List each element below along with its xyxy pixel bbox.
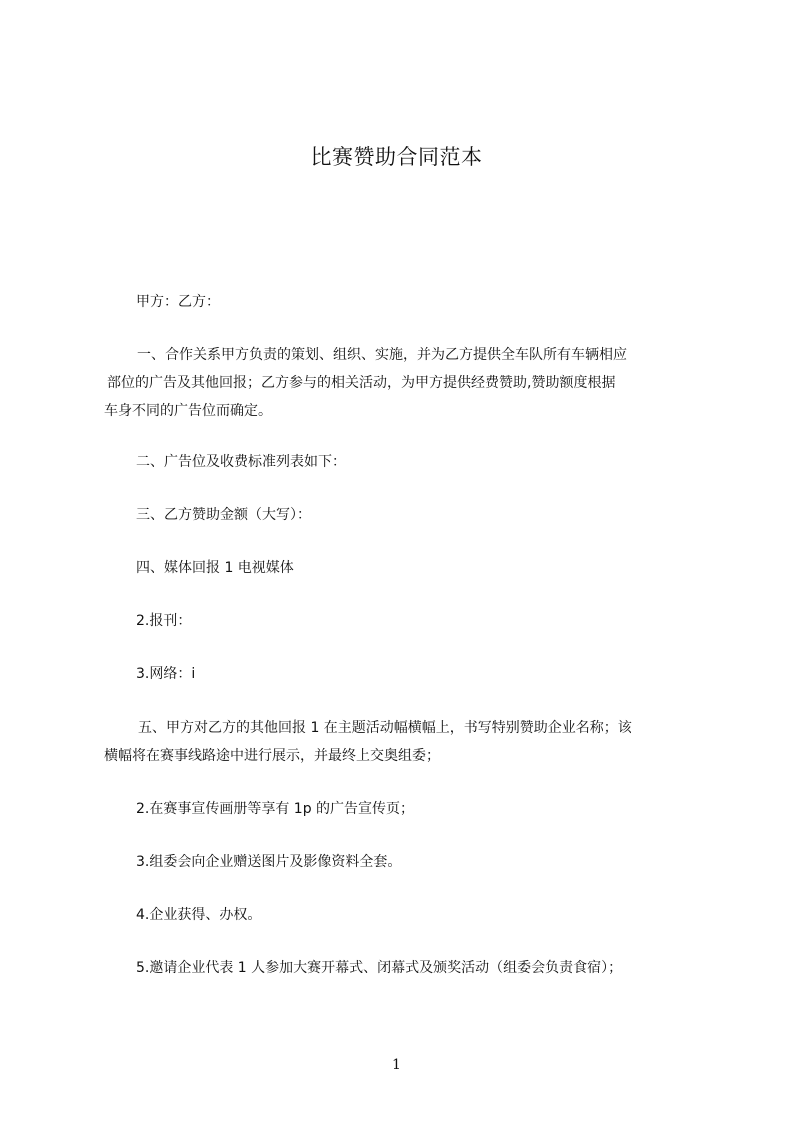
- document-title: 比赛赞助合同范本: [310, 145, 483, 169]
- clause-5-line-2: 横幅将在赛事线路途中进行展示，并最终上交奥组委；: [104, 748, 440, 764]
- clause-5-item-4: 4.企业获得、办权。: [136, 907, 262, 923]
- clause-5-item-2: 2.在赛事宣传画册等享有 1p 的广告宣传页；: [136, 801, 415, 817]
- clause-1-line-1: 一、合作关系甲方负责的策划、组织、实施，并为乙方提供全车队所有车辆相应: [137, 347, 627, 363]
- clause-1: [104, 341, 706, 425]
- clause-1-line-3: 车身不同的广告位而确定。: [104, 403, 272, 419]
- clause-4-item-3: 3.网络：i: [136, 666, 196, 682]
- page-number: 1: [392, 1057, 401, 1073]
- clause-5: [104, 714, 706, 770]
- clause-3: 三、乙方赞助金额（大写）：: [136, 507, 311, 523]
- clause-5-line-1: 五、甲方对乙方的其他回报 1 在主题活动幅横幅上，书写特别赞助企业名称；该: [138, 720, 632, 736]
- clause-4: 四、媒体回报 1 电视媒体: [136, 560, 294, 576]
- clause-5-item-3: 3.组委会向企业赠送图片及影像资料全套。: [136, 854, 402, 870]
- parties-line: 甲方：乙方：: [136, 294, 220, 310]
- clause-4-item-2: 2.报刊：: [136, 613, 192, 629]
- clause-1-line-2: 部位的广告及其他回报；乙方参与的相关活动，为甲方提供经费赞助,赞助额度根据: [107, 375, 616, 391]
- clause-2: 二、广告位及收费标准列表如下：: [136, 454, 346, 470]
- clause-5-item-5: 5.邀请企业代表 1 人参加大赛开幕式、闭幕式及颁奖活动（组委会负责食宿）；: [136, 960, 623, 976]
